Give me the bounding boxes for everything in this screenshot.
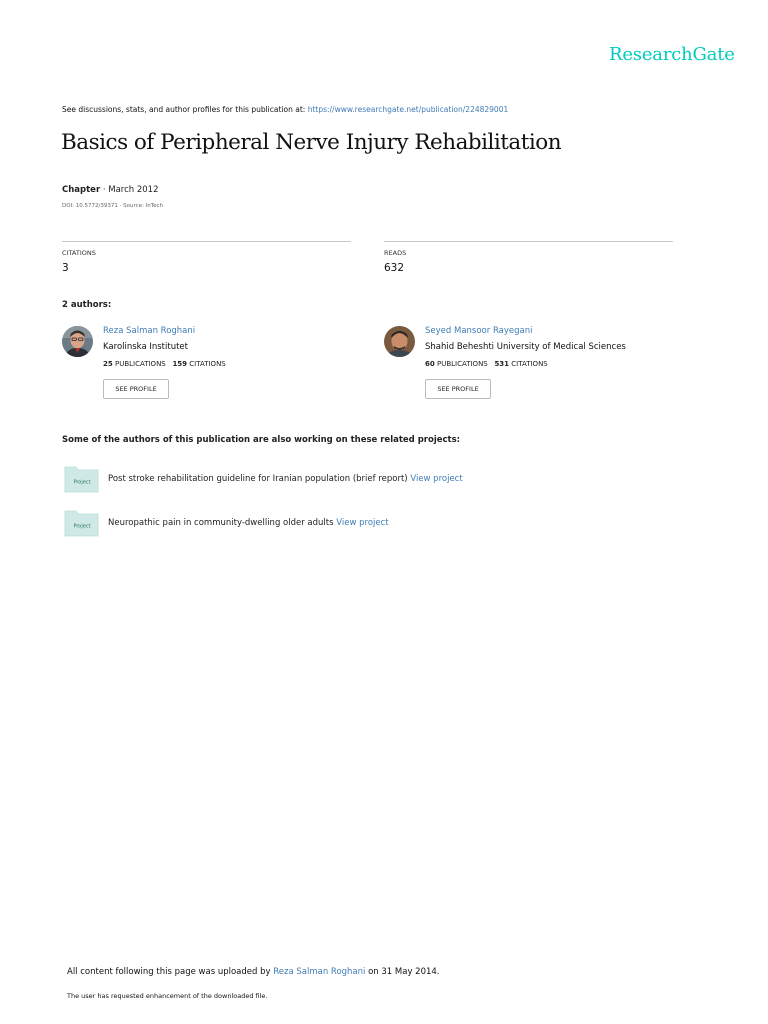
- project-folder-icon: [64, 465, 99, 493]
- related-project-item: [108, 474, 463, 484]
- view-project-link[interactable]: View project: [410, 474, 463, 484]
- author-institution: Shahid Beheshti University of Medical Sciences: [425, 342, 626, 352]
- publications-count: 60: [425, 360, 435, 368]
- author-avatar[interactable]: [384, 326, 415, 357]
- citations-count: 531: [494, 360, 510, 368]
- authors-heading: 2 authors:: [62, 300, 112, 310]
- author-stats: [425, 360, 548, 368]
- publications-label: PUBLICATIONS: [434, 360, 488, 368]
- see-profile-button[interactable]: SEE PROFILE: [425, 379, 491, 399]
- related-projects-heading: Some of the authors of this publication are also working on these related projects:: [62, 435, 461, 445]
- project-title: Post stroke rehabilitation guideline for Iranian population (brief report): [108, 474, 408, 484]
- citations-value: 3: [62, 262, 69, 274]
- project-folder-icon: [64, 509, 99, 537]
- related-project-item: [108, 518, 389, 528]
- view-project-link[interactable]: View project: [336, 518, 389, 528]
- author-name[interactable]: Reza Salman Roghani: [103, 326, 196, 336]
- reads-label: READS: [384, 249, 407, 257]
- author-institution: Karolinska Institutet: [103, 342, 188, 352]
- citations-label: CITATIONS: [62, 249, 96, 257]
- project-title: Neuropathic pain in community-dwelling older adults: [108, 518, 334, 528]
- publication-meta: [62, 185, 159, 195]
- discussion-line: [62, 105, 508, 114]
- uploader-link[interactable]: Reza Salman Roghani: [273, 967, 366, 977]
- upload-note: [67, 967, 440, 977]
- author-avatar[interactable]: [62, 326, 93, 357]
- publications-count: 25: [103, 360, 113, 368]
- publication-title: Basics of Peripheral Nerve Injury Rehabilitation: [61, 130, 562, 155]
- project-icon-label: Project: [73, 479, 91, 486]
- reads-divider: [384, 241, 673, 242]
- project-icon-label: Project: [73, 523, 91, 530]
- author-name[interactable]: Seyed Mansoor Rayegani: [425, 326, 533, 336]
- see-profile-button[interactable]: SEE PROFILE: [103, 379, 169, 399]
- citations-count-label: CITATIONS: [509, 360, 548, 368]
- person-photo-icon: [384, 326, 415, 357]
- publication-date: · March 2012: [100, 185, 159, 195]
- doi-line: DOI: 10.5772/39371 · Source: InTech: [62, 203, 164, 209]
- citations-count: 159: [172, 360, 188, 368]
- author-stats: [103, 360, 226, 368]
- upload-prefix: All content following this page was uploaded by: [67, 967, 274, 977]
- upload-suffix: on 31 May 2014.: [365, 967, 440, 977]
- publications-label: PUBLICATIONS: [112, 360, 166, 368]
- discussion-intro: See discussions, stats, and author profiles for this publication at:: [62, 105, 308, 114]
- citations-divider: [62, 241, 351, 242]
- researchgate-logo[interactable]: ResearchGate: [609, 44, 735, 65]
- reads-value: 632: [384, 262, 405, 274]
- enhancement-note: The user has requested enhancement of the downloaded file.: [67, 992, 268, 1000]
- publication-link[interactable]: https://www.researchgate.net/publication/224829001: [307, 105, 509, 114]
- person-photo-icon: [62, 326, 93, 357]
- citations-count-label: CITATIONS: [187, 360, 226, 368]
- publication-type: Chapter: [62, 185, 101, 195]
